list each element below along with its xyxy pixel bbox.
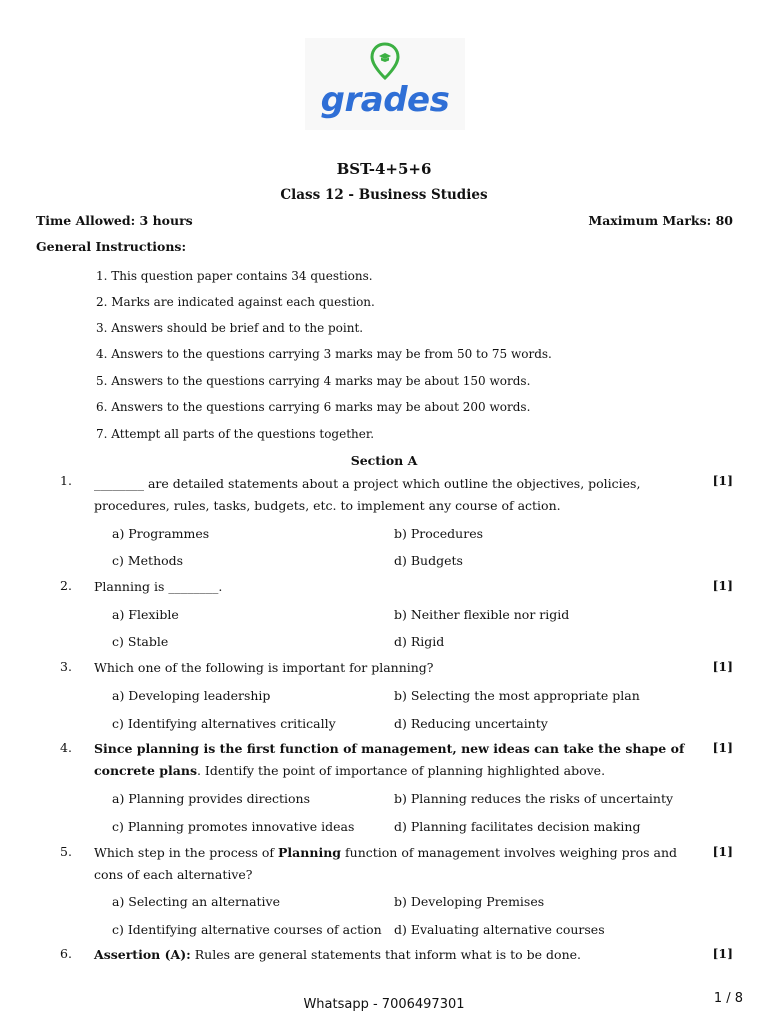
instruction-item: 1. This question paper contains 34 questions. — [96, 269, 373, 283]
option: a) Selecting an alternative — [112, 894, 281, 909]
option: b) Developing Premises — [394, 894, 545, 909]
question-text — [94, 944, 706, 966]
question-text: ________ are detailed statements about a project which outline the objectives, policies, procedures, rules, tasks, budgets, etc. to implement any course of action. — [94, 476, 641, 513]
instruction-item: 7. Attempt all parts of the questions together. — [96, 427, 375, 441]
question-text-rest: Rules are general statements that inform what is to be done. — [190, 947, 582, 962]
option: c) Planning promotes innovative ideas — [112, 819, 355, 834]
option: a) Developing leadership — [112, 688, 271, 703]
question-marks: [1] — [712, 659, 733, 674]
section-heading: Section A — [350, 453, 418, 468]
option: b) Procedures — [394, 526, 484, 541]
question-number: 4. — [60, 740, 72, 755]
instruction-item: 6. Answers to the questions carrying 6 marks may be about 200 words. — [96, 400, 531, 414]
question-text — [94, 842, 706, 886]
question-text-start: Which step in the process of — [94, 845, 279, 860]
question-marks: [1] — [712, 473, 733, 488]
question-marks: [1] — [712, 844, 733, 859]
question-number: 6. — [60, 946, 72, 961]
footer-whatsapp: Whatsapp - 7006497301 — [303, 997, 465, 1012]
option: a) Flexible — [112, 607, 179, 622]
option: c) Identifying alternative courses of action — [112, 922, 382, 937]
question-number: 5. — [60, 844, 72, 859]
option: c) Methods — [112, 553, 184, 568]
option: a) Planning provides directions — [112, 791, 311, 806]
question-marks: [1] — [712, 946, 733, 961]
option: d) Planning facilitates decision making — [394, 819, 641, 834]
instructions-heading: General Instructions: — [36, 239, 187, 254]
option: b) Neither flexible nor rigid — [394, 607, 570, 622]
question-number: 1. — [60, 473, 72, 488]
option: d) Reducing uncertainty — [394, 716, 548, 731]
option: d) Evaluating alternative courses — [394, 922, 605, 937]
maximum-marks: Maximum Marks: 80 — [588, 213, 733, 228]
instruction-item: 4. Answers to the questions carrying 3 marks may be from 50 to 75 words. — [96, 347, 552, 361]
option: b) Planning reduces the risks of uncertainty — [394, 791, 674, 806]
option: d) Budgets — [394, 553, 463, 568]
question-marks: [1] — [712, 578, 733, 593]
paper-subtitle: Class 12 - Business Studies — [280, 187, 488, 203]
question-number: 2. — [60, 578, 72, 593]
instruction-item: 2. Marks are indicated against each question. — [96, 295, 375, 309]
question-text-rest: function of management involves weighing pros and cons of each alternative? — [94, 845, 677, 882]
question-text: Planning is ________. — [94, 579, 223, 594]
instruction-item: 3. Answers should be brief and to the point. — [96, 321, 364, 335]
instruction-item: 5. Answers to the questions carrying 4 marks may be about 150 words. — [96, 374, 531, 388]
question-text — [94, 738, 706, 782]
option: c) Stable — [112, 634, 169, 649]
question-number: 3. — [60, 659, 72, 674]
grades-logo — [305, 38, 465, 130]
paper-title: BST-4+5+6 — [336, 160, 432, 178]
option: b) Selecting the most appropriate plan — [394, 688, 640, 703]
question-text-bold: Assertion (A): — [94, 947, 191, 962]
question-text-rest: . Identify the point of importance of planning highlighted above. — [196, 763, 606, 778]
option: d) Rigid — [394, 634, 445, 649]
option: c) Identifying alternatives critically — [112, 716, 336, 731]
question-text-bold: Planning — [278, 845, 342, 860]
time-allowed: Time Allowed: 3 hours — [36, 213, 193, 228]
page-number: 1 / 8 — [713, 991, 743, 1006]
logo-wordmark: grades — [320, 80, 450, 120]
question-text-bold: Since planning is the first function of management, new ideas can take the shape of concrete plans — [94, 741, 685, 778]
location-pin-icon — [370, 42, 400, 82]
option: a) Programmes — [112, 526, 210, 541]
question-marks: [1] — [712, 740, 733, 755]
question-text: Which one of the following is important for planning? — [94, 660, 434, 675]
